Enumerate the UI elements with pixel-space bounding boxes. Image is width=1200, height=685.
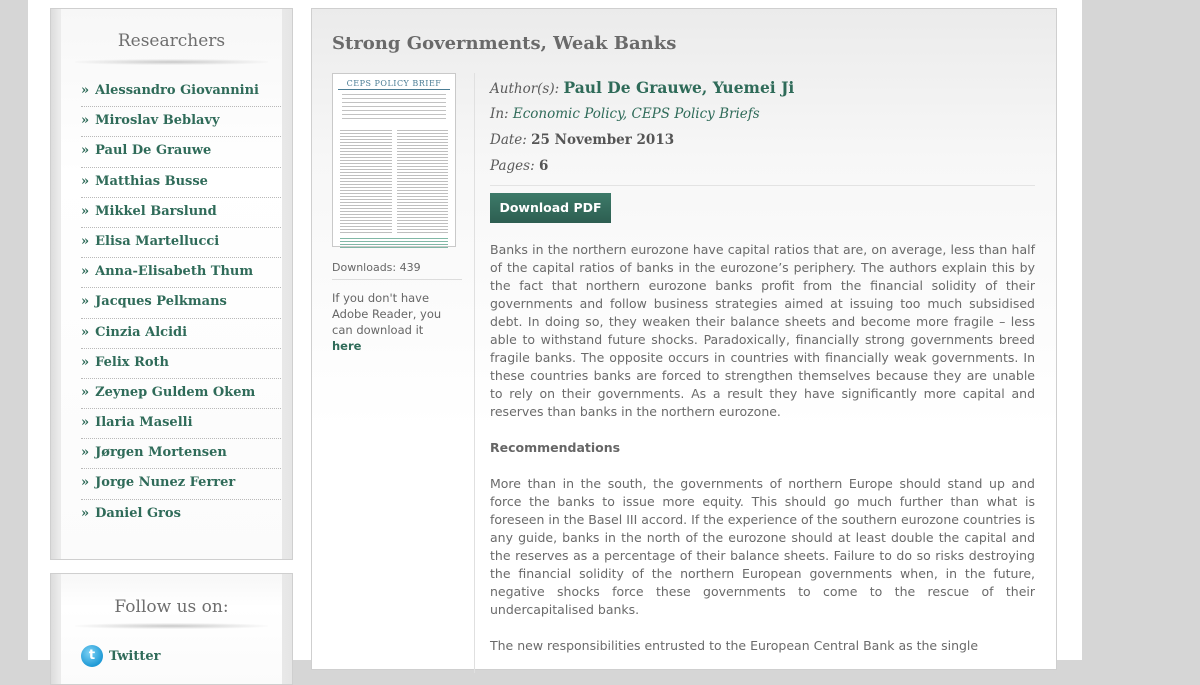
authors-row — [490, 75, 1035, 101]
abstract-paragraph: Banks in the northern eurozone have capital ratios that are, on average, less than half of the capital ratios of banks in the eurozone’s periphery. The authors explain this by the fact that northern eurozone banks profit from the financial solidity of their governments and follow business strategies aimed at issuing too much subsidised debt. In doing so, they weaken their balance sheets and become more fragile – less able to withstand future shocks. Paradoxically, financially strong governments breed fragile banks. The opposite occurs in countries with financially weak governments. In these countries banks are forced to strengthen themselves because they are unable to rely on their governments. As a result they have significantly more capital and reserves than banks in the northern eurozone. — [490, 242, 1035, 419]
adobe-text: If you don't have Adobe Reader, you can download it — [332, 291, 442, 337]
authors-link[interactable]: Paul De Grauwe, Yuemei Ji — [563, 78, 795, 97]
thumbnail-footer — [340, 238, 448, 248]
authors-label: Author(s): — [490, 81, 560, 97]
researcher-link[interactable]: » Paul De Grauwe — [81, 137, 281, 167]
researchers-panel — [50, 8, 293, 560]
title-divider — [75, 59, 268, 65]
researcher-link[interactable]: » Cinzia Alcidi — [81, 319, 281, 349]
researcher-link[interactable]: » Felix Roth — [81, 349, 281, 379]
researcher-link[interactable]: » Jacques Pelkmans — [81, 288, 281, 318]
thumbnail-text-lines — [342, 94, 446, 122]
twitter-label: Twitter — [109, 648, 161, 664]
researcher-link[interactable]: » Ilaria Maselli — [81, 409, 281, 439]
recommendations-heading: Recommendations — [490, 440, 621, 455]
researcher-link[interactable]: » Anna-Elisabeth Thum — [81, 258, 281, 288]
publication-thumbnail[interactable] — [332, 73, 456, 247]
twitter-icon: t — [81, 645, 103, 667]
in-label: In: — [490, 106, 509, 122]
researcher-link[interactable]: » Jørgen Mortensen — [81, 439, 281, 469]
researcher-link[interactable]: » Miroslav Beblavy — [81, 107, 281, 137]
page — [28, 0, 1082, 664]
date-value: 25 November 2013 — [531, 132, 675, 148]
economic-policy-link[interactable]: Economic Policy — [512, 106, 623, 122]
researcher-link[interactable]: » Daniel Gros — [81, 505, 181, 521]
researcher-link[interactable]: » Elisa Martellucci — [81, 228, 281, 258]
meta-divider — [490, 185, 1035, 186]
thumbnail-label: CEPS POLICY BRIEF — [338, 79, 450, 90]
downloads-count: Downloads: 439 — [332, 261, 462, 280]
abstract — [490, 241, 1035, 673]
ecb-paragraph: The new responsibilities entrusted to the European Central Bank as the single — [490, 638, 979, 653]
twitter-link[interactable] — [81, 646, 161, 666]
ceps-policy-briefs-link[interactable]: CEPS Policy Briefs — [631, 106, 760, 122]
pages-value: 6 — [538, 158, 549, 174]
researchers-list — [81, 77, 281, 529]
page-title: Strong Governments, Weak Banks — [332, 33, 677, 54]
download-pdf-button[interactable]: Download PDF — [490, 193, 611, 223]
title-divider — [75, 623, 268, 629]
pages-label: Pages: — [490, 158, 535, 174]
researcher-link[interactable]: » Zeynep Guldem Okem — [81, 379, 281, 409]
date-label: Date: — [490, 132, 527, 148]
researcher-link[interactable]: » Jorge Nunez Ferrer — [81, 469, 281, 499]
researcher-link[interactable]: » Matthias Busse — [81, 168, 281, 198]
publication-meta — [490, 75, 1035, 186]
recommendations-paragraph: More than in the south, the governments of northern Europe should stand up and force the banks to issue more equity. This should go much further than what is foreseen in the Basel III accord. If the experience of the southern eurozone countries is any guide, banks in the north of the eurozone should at least double the capital and the reserves as a percentage of their balance sheets. Failure to do so risks destroying the financial solidity of the northern European governments when, in the future, negative shocks force these governments to come to the rescue of their undercapitalised banks. — [490, 476, 1035, 617]
pages-row — [490, 153, 1035, 179]
thumbnail-columns — [340, 130, 448, 234]
follow-title: Follow us on: — [114, 597, 229, 617]
article-panel — [311, 8, 1057, 670]
in-row: In: Economic Policy, CEPS Policy Briefs — [490, 106, 760, 122]
follow-panel — [50, 573, 293, 685]
date-row — [490, 127, 1035, 153]
adobe-download-link[interactable]: here — [332, 339, 362, 353]
researcher-link[interactable]: » Mikkel Barslund — [81, 198, 281, 228]
vertical-divider — [474, 73, 475, 673]
adobe-note — [332, 290, 457, 354]
researcher-link[interactable]: » Alessandro Giovannini — [81, 77, 281, 107]
researchers-title: Researchers — [117, 31, 226, 51]
